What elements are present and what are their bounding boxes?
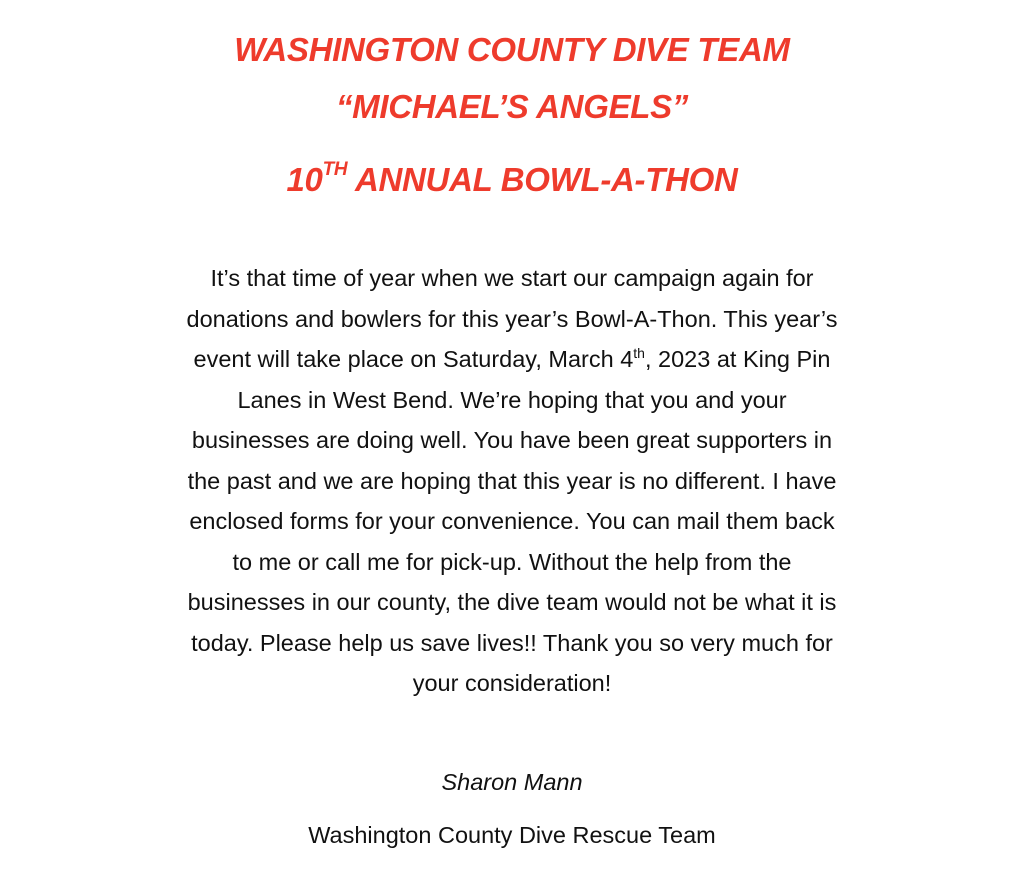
title-event (0, 160, 1024, 200)
letter-line: businesses are doing well. You have been great supporters in (191, 427, 833, 453)
title-event-ordinal-suffix: TH (322, 159, 348, 180)
letter-line: donations and bowlers for this year’s Bowl-A-Thon. This year’s (186, 305, 838, 332)
letter-line: enclosed forms for your convenience. You can mail them back (189, 508, 835, 534)
letter-body (112, 258, 912, 704)
letter-line-part: , 2023 at King Pin (644, 346, 831, 372)
signature-name: Sharon Mann (441, 769, 583, 795)
letter-line: your consideration! (412, 670, 612, 696)
title-team-name: WASHINGTON COUNTY DIVE TEAM (234, 31, 790, 68)
letter-line (112, 339, 912, 380)
letter-line: today. Please help us save lives!! Thank you so very much for (191, 629, 833, 656)
letter-line: Lanes in West Bend. We’re hoping that you and your (237, 386, 787, 413)
letter-line: to me or call me for pick-up. Without the help from the (232, 548, 792, 575)
title-event-name: ANNUAL BOWL-A-THON (347, 161, 738, 198)
letter-line: businesses in our county, the dive team would not be what it is (187, 589, 837, 615)
letter-line: the past and we are hoping that this year is no different. I have (187, 467, 837, 494)
signature-organization: Washington County Dive Rescue Team (308, 822, 716, 848)
title-event-number: 10 (286, 161, 323, 198)
title-nickname: “MICHAEL’S ANGELS” (335, 88, 689, 125)
letter-line-part: event will take place on Saturday, March 4 (193, 346, 634, 372)
date-ordinal-suffix: th (633, 345, 645, 362)
letter-line: It’s that time of year when we start our campaign again for (210, 265, 814, 291)
